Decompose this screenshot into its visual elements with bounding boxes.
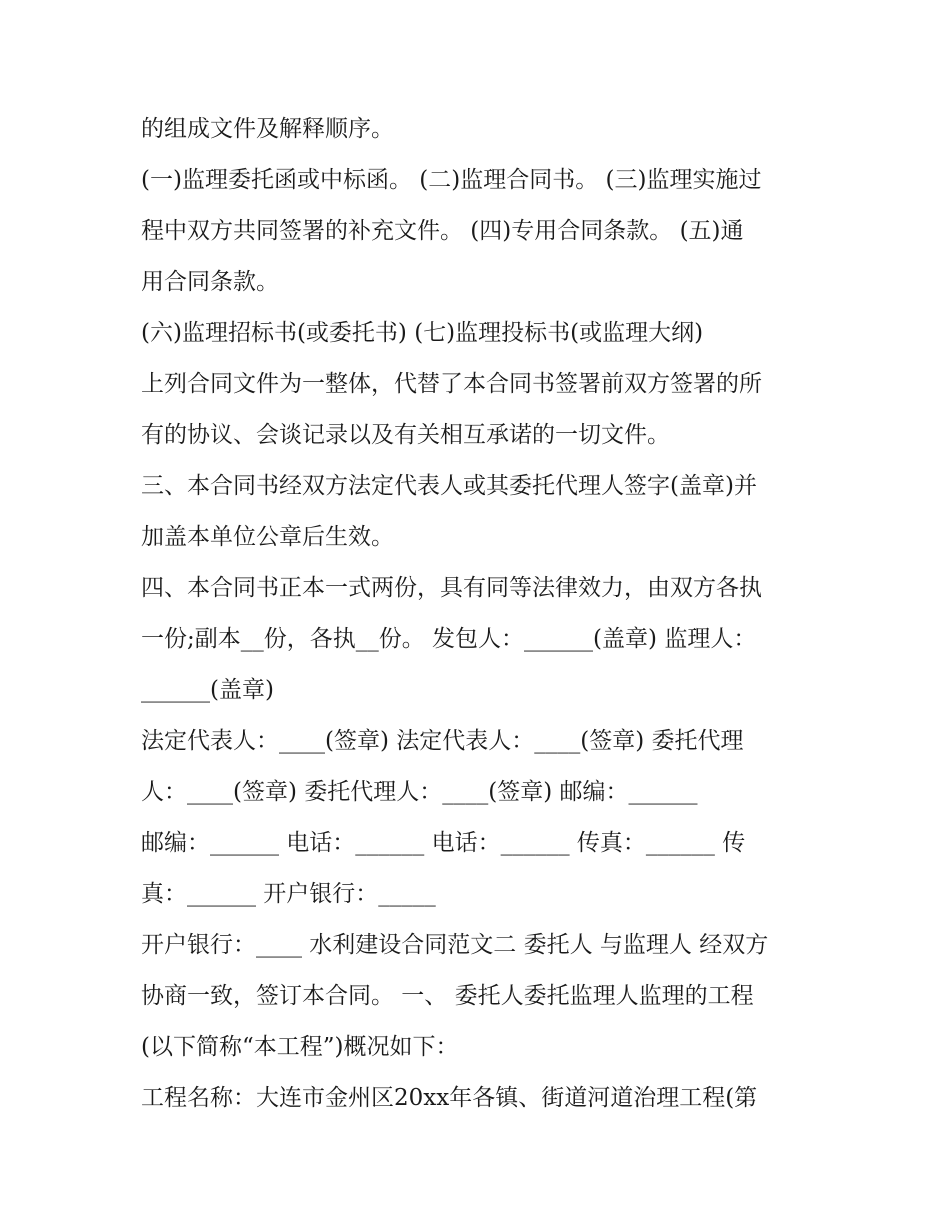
- text-line: 邮编：______ 电话：______ 电话：______ 传真：______ 传: [141, 830, 746, 856]
- text-line: (一)监理委托函或中标函。 (二)监理合同书。 (三)监理实施过: [141, 167, 762, 193]
- text-line: 人：____(签章) 委托代理人：____(签章) 邮编：______: [141, 779, 698, 805]
- text-line: 的组成文件及解释顺序。: [141, 116, 394, 142]
- text-line: 协商一致，签订本合同。 一、 委托人委托监理人监理的工程: [141, 983, 754, 1009]
- text-line: ______(盖章): [141, 677, 274, 703]
- text-line: (以下简称“本工程”)概况如下：: [141, 1034, 459, 1060]
- text-line: 法定代表人：____(签章) 法定代表人：____(签章) 委托代理: [141, 728, 744, 754]
- text-line: 加盖本单位公章后生效。: [141, 524, 394, 550]
- text-line: 工程名称：大连市金州区20xx年各镇、街道河道治理工程(第: [141, 1085, 758, 1111]
- text-line: 用合同条款。: [141, 269, 279, 295]
- text-line: 程中双方共同签署的补充文件。 (四)专用合同条款。 (五)通: [141, 218, 744, 244]
- text-line: 开户银行：____ 水利建设合同范文二 委托人 与监理人 经双方: [141, 932, 769, 958]
- text-line: 有的协议、会谈记录以及有关相互承诺的一切文件。: [141, 422, 670, 448]
- document-body: [141, 104, 821, 1124]
- text-line: 上列合同文件为一整体，代替了本合同书签署前双方签署的所: [141, 371, 762, 397]
- text-line: 四、本合同书正本一式两份，具有同等法律效力，由双方各执: [141, 575, 762, 601]
- text-line: 一份;副本__份，各执__份。 发包人：______(盖章) 监理人：: [141, 626, 757, 652]
- text-line: 三、本合同书经双方法定代表人或其委托代理人签字(盖章)并: [141, 473, 757, 499]
- text-line: 真：______ 开户银行：_____: [141, 881, 436, 907]
- text-line: (六)监理招标书(或委托书) (七)监理投标书(或监理大纲): [141, 320, 704, 346]
